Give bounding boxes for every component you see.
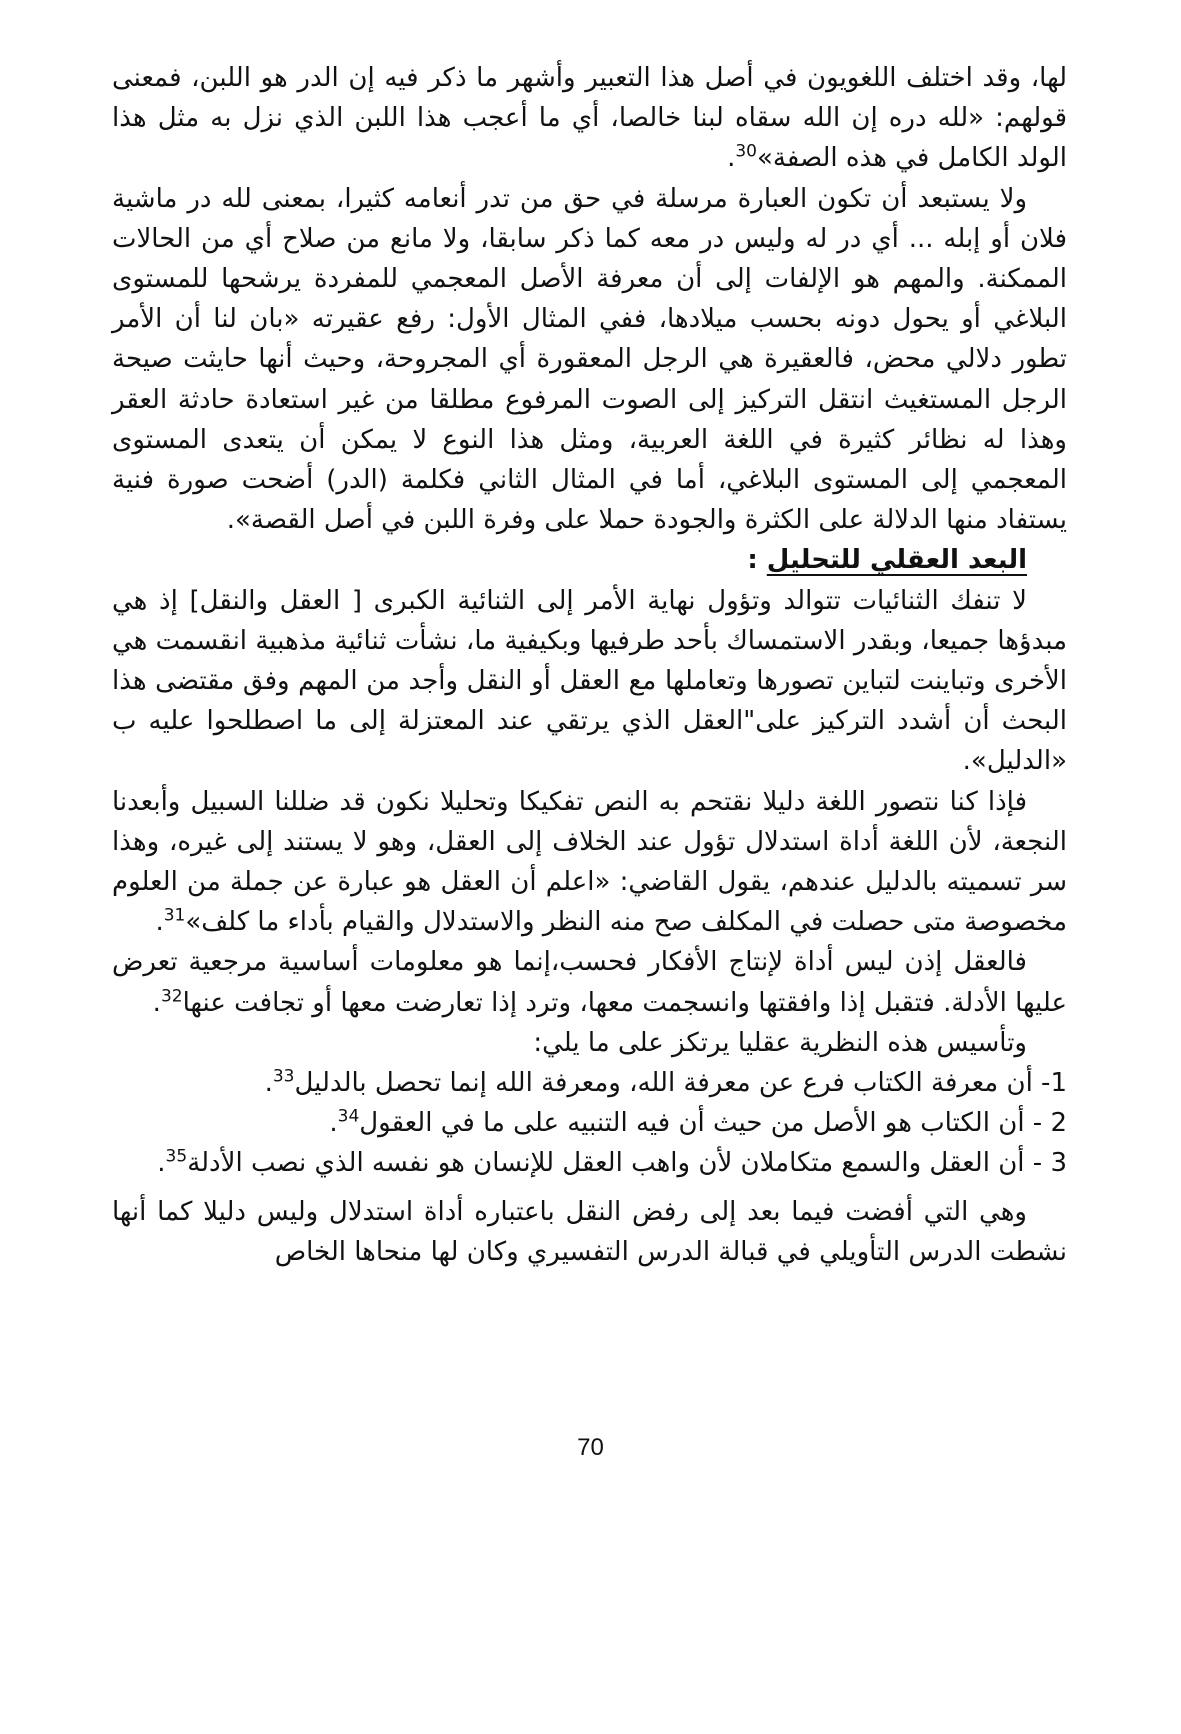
list-item-1: 1- أن معرفة الكتاب فرع عن معرفة الله، ومعرفة الله إنما تحصل بالدليل$^{33}$.: [264, 1066, 1067, 1099]
paragraph-5-text: فالعقل إذن ليس أداة لإنتاج الأفكار فحسب،إنما هو معلومات أساسية مرجعية تعرض عليها الأدلة. فتقبل إذا وافقتها وانسجمت معها، وترد إذا تعارضت معها أو تجافت عنها: [112, 947, 1067, 1018]
paragraph-4-text: فإذا كنا نتصور اللغة دليلا نقتحم به النص تفكيكا وتحليلا نكون قد ضللنا السبيل وأبعدنا النجعة، لأن اللغة أداة استدلال تؤول عند الخلاف إلى العقل، وهو لا يستند إلى غيره، وهذا سر تسميته بالدليل عندهم، يقول القاضي: «اعلم أن العقل هو عبارة عن جملة من العلوم مخصوصة متى حصلت في المكلف صح منه النظر والاستدلال والقيام بأداء ما كلف»: [112, 786, 1067, 938]
section-heading: [112, 540, 1067, 580]
footnote-ref-34[interactable]: 34: [337, 1106, 360, 1127]
footnote-ref-31[interactable]: 31: [163, 905, 186, 926]
page-number: 70: [577, 1434, 604, 1461]
paragraph-6: وهي التي أفضت فيما بعد إلى رفض النقل باعتباره أداة استدلال وليس دليلا كما أنها نشطت الدرس التأويلي في قبالة الدرس التفسيري وكان لها منحاها الخاص: [112, 1196, 1067, 1267]
footnote-ref-33[interactable]: 33: [272, 1066, 295, 1087]
list-item-3: 3 - أن العقل والسمع متكاملان لأن واهب العقل للإنسان هو نفسه الذي نصب الأدلة$^{35}$.: [157, 1146, 1067, 1179]
paragraph-5: فالعقل إذن ليس أداة لإنتاج الأفكار فحسب،إنما هو معلومات أساسية مرجعية تعرض عليها الأدلة. فتقبل إذا وافقتها وانسجمت معها، وترد إذا تعارضت معها أو تجافت عنها$^{32}$.: [112, 947, 1067, 1018]
paragraph-3: لا تنفك الثنائيات تتوالد وتؤول نهاية الأمر إلى الثنائية الكبرى [ العقل والنقل] إذ هي مبدؤها جميعا، وبقدر الاستمساك بأحد طرفيها وبكيفية ما، نشأت ثنائية مذهبية انقسمت هي الأخرى وتباينت لتباين تصورها وتعاملها مع العقل أو النقل وأجد من المهم وفق مقتضى هذا البحث أن أشدد التركيز على"العقل الذي يرتقي عند المعتزلة إلى ما اصطلحوا عليه ب «الدليل».: [112, 585, 1067, 777]
list-item-text: 2 - أن الكتاب هو الأصل من حيث أن فيه التنبيه على ما في العقول: [359, 1108, 1067, 1139]
footnote-ref-30[interactable]: 30: [735, 141, 757, 162]
paragraph-1: لها، وقد اختلف اللغويون في أصل هذا التعبير وأشهر ما ذكر فيه إن الدر هو اللبن، فمعنى قولهم: «لله دره إن الله سقاه لبنا خالصا، أي ما أعجب هذا اللبن الذي نزل به مثل هذا الولد الكامل في هذه الصفة»$^{30}$.: [112, 63, 1067, 174]
paragraph-2: ولا يستبعد أن تكون العبارة مرسلة في حق من تدر أنعامه كثيرا، بمعنى لله در ماشية فلان أو إبله ... أي در له وليس در معه كما ذكر سابقا، ولا مانع من صلاح أي من الحالات الممكنة. والمهم هو الإلفات إلى أن معرفة الأصل المعجمي للمفردة يرشحها للمستوى البلاغي أو يحول دونه بحسب ميلادها، ففي المثال الأول: رفع عقيرته «بان لنا أن الأمر تطور دلالي محض، فالعقيرة هي الرجل المعقورة أي المجروحة، وحيث أنها حايثت صيحة الرجل المستغيث انتقل التركيز إلى الصوت المرفوع مطلقا من غير استعادة حادثة العقر وهذا له نظائر كثيرة في اللغة العربية، ومثل هذا النوع لا يمكن أن يتعدى المستوى المعجمي إلى المستوى البلاغي، أما في المثال الثاني فكلمة (الدر) أضحت صورة فنية يستفاد منها الدلالة على الكثرة والجودة حملا على وفرة اللبن في أصل القصة».: [112, 183, 1067, 536]
section-heading-colon: :: [747, 545, 767, 576]
list-item-text: 3 - أن العقل والسمع متكاملان لأن واهب العقل للإنسان هو نفسه الذي نصب الأدلة: [187, 1148, 1067, 1179]
footnote-ref-32[interactable]: 32: [160, 986, 183, 1007]
section-heading-title: البعد العقلي للتحليل: [766, 545, 1027, 576]
list-item-text: 1- أن معرفة الكتاب فرع عن معرفة الله، ومعرفة الله إنما تحصل بالدليل: [294, 1068, 1067, 1099]
paragraph-1-text: لها، وقد اختلف اللغويون في أصل هذا التعبير وأشهر ما ذكر فيه إن الدر هو اللبن، فمعنى قولهم: «لله دره إن الله سقاه لبنا خالصا، أي ما أعجب هذا اللبن الذي نزل به مثل هذا الولد الكامل في هذه الصفة»: [112, 63, 1067, 174]
footnote-ref-35[interactable]: 35: [165, 1146, 188, 1167]
paragraph-4: فإذا كنا نتصور اللغة دليلا نقتحم به النص تفكيكا وتحليلا نكون قد ضللنا السبيل وأبعدنا النجعة، لأن اللغة أداة استدلال تؤول عند الخلاف إلى العقل، وهو لا يستند إلى غيره، وهذا سر تسميته بالدليل عندهم، يقول القاضي: «اعلم أن العقل هو عبارة عن جملة من العلوم مخصوصة متى حصلت في المكلف صح منه النظر والاستدلال والقيام بأداء ما كلف»$^{31}$.: [112, 786, 1067, 938]
list-intro: وتأسيس هذه النظرية عقليا يرتكز على ما يلي:: [533, 1027, 1027, 1058]
list-item-2: 2 - أن الكتاب هو الأصل من حيث أن فيه التنبيه على ما في العقول$^{34}$.: [329, 1106, 1067, 1139]
